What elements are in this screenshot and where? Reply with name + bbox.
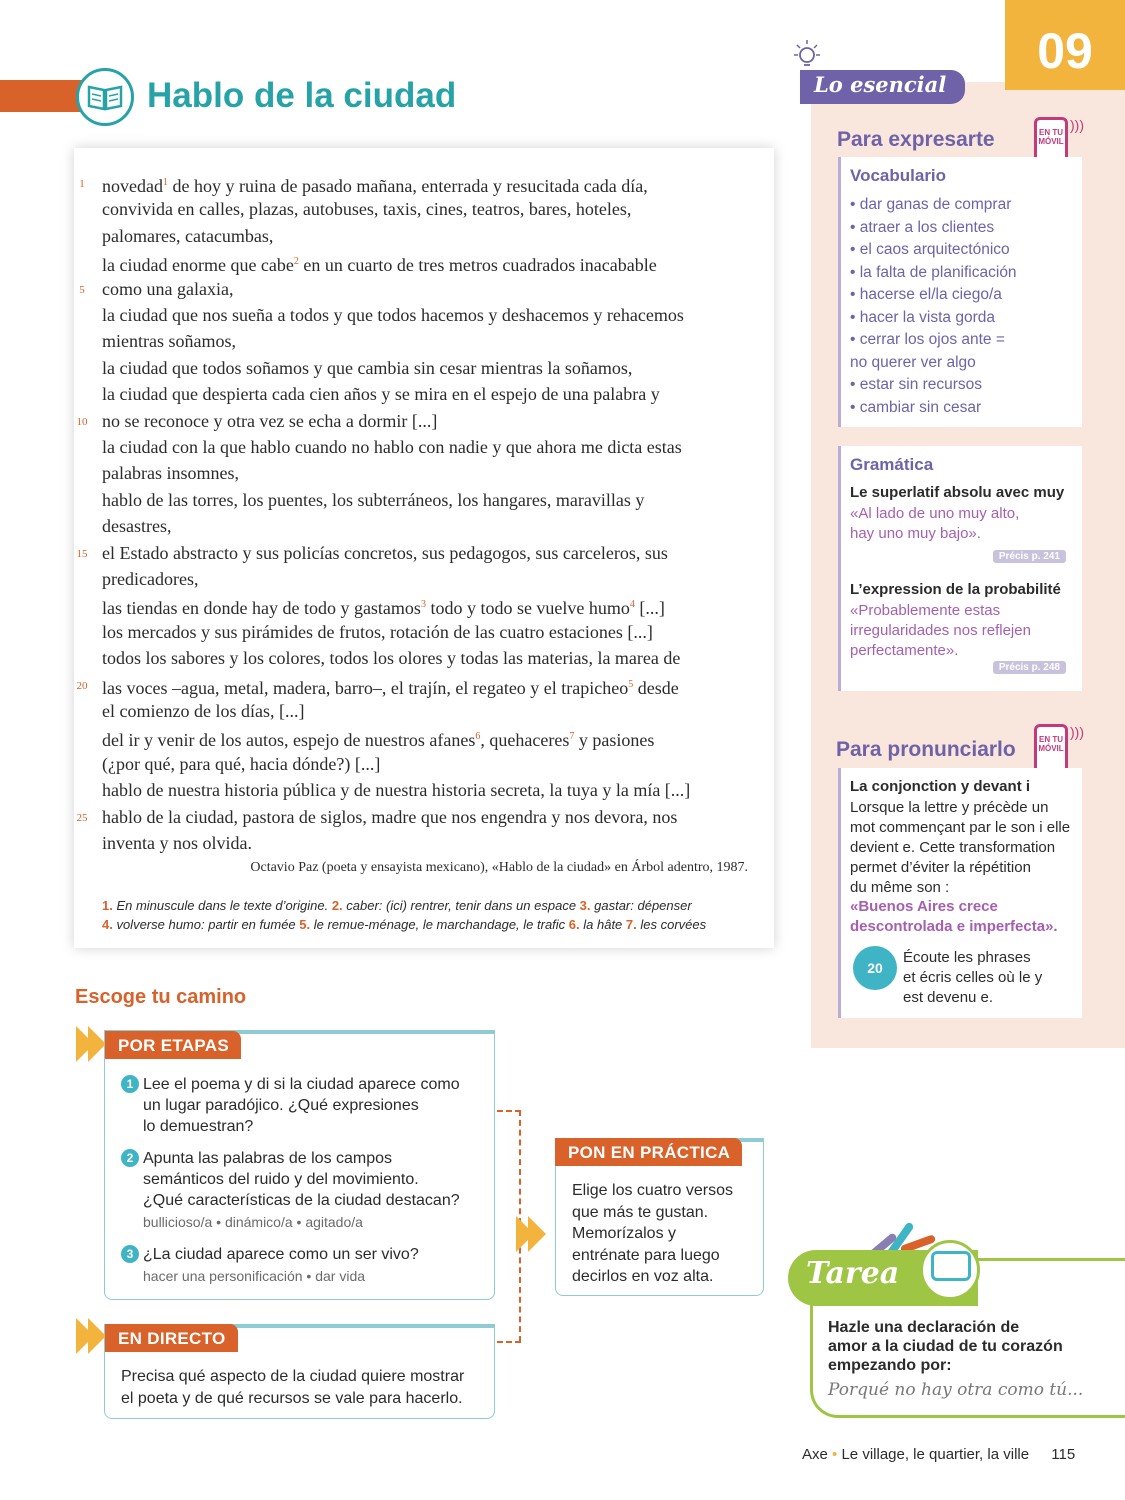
poem-line: la ciudad enorme que cabe$^2$ en un cuarto de tres metros cuadrados inacabable [102,255,657,276]
poem-line: las voces –agua, metal, madera, barro–, el trajín, el regateo y el trapicheo$^5$ desde [102,677,679,698]
footnote-text: caber: (ici) rentrer, tenir dans un espace [342,898,580,913]
vocab-item: • cerrar los ojos ante = [850,331,1005,348]
poem-line: palabras insomnes, [102,463,239,484]
tarea-line: empezando por: [828,1357,952,1374]
line-number: 25 [76,811,88,824]
vocab-item: • hacerse el/la ciego/a [850,286,1002,303]
footer-axe: Axe [802,1446,828,1463]
poem-line: palomares, catacumbas, [102,225,274,246]
poem-line: del ir y venir de los autos, espejo de nuestros afanes$^6$, quehaceres$^7$ y pasiones [102,730,655,751]
pronunciar-line: mot commençant par le son i elle [850,819,1071,836]
lo-esencial-badge: Lo esencial [800,70,965,104]
para-pronunciarlo-heading: Para pronunciarlo [836,738,1016,761]
poem-line: no se reconoce y otra vez se echa a dormir [...] [102,410,438,431]
poem-line: todos los sabores y los colores, todos los olores y todas las materias, la marea de [102,648,681,669]
footnote-text: gastar: dépenser [590,898,692,913]
task-hint: hacer una personificación • dar vida [143,1268,366,1284]
poem-line: predicadores, [102,569,199,589]
audio-line: est devenu e. [903,989,994,1006]
vocabulario-list [850,194,1017,419]
footnote-number: 3. [579,898,591,913]
task-number-badge: 1 [121,1075,139,1093]
precis-link-241[interactable]: Précis p. 241 [993,550,1066,563]
tarea-line: Hazle una declaración de [828,1319,1020,1336]
mobile-phone-icon[interactable]: EN TU MÓVIL [1034,117,1068,171]
poem-line: la ciudad que todos soñamos y que cambia sin cesar mientras la soñamos, [102,357,633,378]
sound-waves-icon-2: ))) [1070,724,1084,740]
vocab-item: no querer ver algo [850,353,976,371]
poem-line: hablo de la ciudad, pastora de siglos, madre que nos engendra y nos devora, nos [102,806,678,827]
precis-link-248[interactable]: Précis p. 248 [993,661,1066,674]
por-etapas-tag: POR ETAPAS [105,1031,241,1059]
line-number: 1 [79,178,85,190]
poem-line: la ciudad que nos sueña a todos y que todos hacemos y deshacemos y rehacemos [102,305,684,325]
task-line: 1 Lee el poema y di si la ciudad aparece como [121,1074,460,1095]
connector-line [497,1110,521,1112]
gramatica-title: Gramática [850,455,934,474]
footnote-text: En minuscule dans le texte d’origine. [112,898,332,913]
pronunciar-text [850,798,1070,898]
footnote-marker: 7 [569,731,575,743]
task-item [121,1074,460,1137]
poem-line: hablo de las torres, los puentes, los subterráneos, los hangares, maravillas y [102,489,645,510]
audio-line: Écoute les phrases [903,949,1031,966]
footnote-text: volverse humo: partir en fumée [112,917,300,932]
speech-bubble-icon [931,1251,971,1281]
superlatif-label: Le superlatif absolu avec muy [850,484,1065,501]
task-item [121,1148,460,1233]
task-line: ¿Qué características de la ciudad destacan? [143,1192,460,1209]
poem-line: convivida en calles, plazas, autobuses, taxis, cines, teatros, bares, hoteles, [102,199,632,220]
footnote-text: les corvées [636,917,707,932]
por-etapas-box [104,1030,495,1300]
page-number: 115 [1051,1446,1076,1463]
vocab-item: • estar sin recursos [850,376,983,393]
poem-line: el Estado abstracto y sus policías concretos, sus pedagogos, sus carceleros, sus [102,542,668,563]
en-directo-tag: EN DIRECTO [105,1324,238,1352]
vocabulario-title: Vocabulario [850,166,947,185]
poem-line: desastres, [102,516,172,537]
probabilite-example-1: «Probablemente estas [850,602,1001,619]
line-number: 20 [76,679,88,692]
footnote-marker: 1 [162,177,168,188]
task-line: lo demuestran? [143,1118,254,1135]
en-directo-line: Precisa qué aspecto de la ciudad quiere mostrar [121,1368,465,1385]
vocab-item: • atraer a los clientes [850,218,995,236]
poem-line: hablo de nuestra historia pública y de nuestra historia secreta, la tuya y la mía [...] [102,780,691,801]
poem-line: las tiendas en donde hay de todo y gastamos$^3$ todo y todo se vuelve humo$^4$ [...] [102,598,665,619]
chapter-number: 09 [1037,23,1093,79]
gramatica-card [838,446,1082,691]
footnote-text: le remue-ménage, le marchandage, le trafic [310,917,569,932]
pon-en-practica-tag: PON EN PRÁCTICA [555,1138,742,1166]
para-expresarte-heading: Para expresarte [837,128,995,151]
task-number-badge: 2 [121,1149,139,1167]
audio-instructions [903,948,1042,1008]
probabilite-example-3: perfectamente». [850,642,959,659]
footnote-number: 5. [299,917,311,932]
audio-track-icon[interactable]: 20 [853,946,897,990]
task-item [121,1244,419,1287]
tarea-line: amor a la ciudad de tu corazón [828,1338,1063,1355]
poem-line: como una galaxia, [102,278,234,299]
audio-line: et écris celles où le y [903,969,1043,986]
poem-line: los mercados y sus pirámides de frutos, rotación de las cuatro estaciones [...] [102,621,653,642]
page-footer [802,1446,1075,1463]
poem-line: (¿por qué, para qué, hacia dónde?) [...] [102,753,381,774]
tarea-label: Tarea [806,1256,900,1291]
line-number: 10 [76,415,88,428]
footnote-marker: 5 [628,678,634,690]
footnote-marker: 6 [475,731,481,743]
footnote-marker: 4 [629,599,635,611]
task-line: 3 ¿La ciudad aparece como un ser vivo? [121,1244,419,1265]
pronunciar-example-1: «Buenos Aires crece [850,898,998,915]
pronunciar-label: La conjonction y devant i [850,778,1031,795]
task-line: 2 Apunta las palabras de los campos [121,1148,460,1169]
vocab-item: • el caos arquitectónico [850,241,1010,258]
footnote-number: 2. [331,898,343,913]
poem-line: inventa y nos olvida. [102,833,252,853]
book-icon [76,68,134,126]
pronunciar-line: du même son : [850,879,950,896]
pon-en-practica-line: Elige los cuatro versos [572,1182,733,1199]
poem-attribution: Octavio Paz (poeta y ensayista mexicano), «Hablo de la ciudad» en Árbol adentro, 1987. [250,860,748,875]
footnote-number: 6. [568,917,580,932]
pon-en-practica-line: entrénate para luego [572,1246,720,1264]
pon-en-practica-line: Memorízalos y [572,1225,677,1242]
superlatif-example-2: hay uno muy bajo». [850,525,981,542]
superlatif-example-1: «Al lado de uno muy alto, [850,505,1020,522]
pronunciar-line: permet d’éviter la répétition [850,859,1031,876]
chevron-icon [528,1216,546,1252]
vocab-item: • dar ganas de comprar [850,196,1012,213]
footnote-number: 7. [625,917,637,932]
escoge-tu-camino-title: Escoge tu camino [75,986,247,1008]
poem-line: mientras soñamos, [102,331,236,352]
poem-line: novedad$^1$ de hoy y ruina de pasado mañana, enterrada y resucitada cada día, [102,176,648,196]
poem-line: el comienzo de los días, [...] [102,701,305,721]
en-directo-text [121,1366,464,1410]
pon-en-practica-line: que más te gustan. [572,1203,709,1221]
vocab-item: • la falta de planificación [850,263,1017,281]
mobile-phone-icon-2[interactable]: EN TU MÓVIL [1034,724,1068,778]
task-line: semánticos del ruido y del movimiento. [143,1171,419,1188]
pronunciar-example-2: descontrolada e imperfecta». [850,918,1058,935]
footer-dot: • [832,1446,838,1463]
chevron-icon [88,1318,106,1354]
task-line: un lugar paradójico. ¿Qué expresiones [143,1097,419,1114]
footnotes-line-1 [102,898,692,913]
tarea-handwritten-prompt: Porqué no hay otra como tú... [828,1380,1084,1400]
pronunciar-line: devient e. Cette transformation [850,839,1056,856]
footnote-text: la hâte [579,917,626,932]
task-number-badge: 3 [121,1245,139,1263]
connector-line [497,1341,521,1343]
task-hint: bullicioso/a • dinámico/a • agitado/a [143,1214,363,1230]
footnote-marker: 3 [420,599,426,611]
en-directo-line: el poeta y de qué recursos se vale para hacerlo. [121,1390,463,1407]
footnote-number: 4. [102,917,113,932]
pon-en-practica-line: decirlos en voz alta. [572,1268,714,1285]
vocab-item: • cambiar sin cesar [850,398,982,416]
poem-line: la ciudad con la que hablo cuando no hablo con nadie y que ahora me dicta estas [102,437,682,457]
pon-en-practica-text [572,1180,733,1288]
line-number: 15 [76,547,88,560]
footer-section: Le village, le quartier, la ville [841,1446,1030,1463]
vocab-item: • hacer la vista gorda [850,308,996,326]
pronunciar-card [838,768,1082,1018]
probabilite-example-2: irregularidades nos reflejen [850,622,1031,639]
chevron-icon [88,1026,106,1062]
vocabulario-card [838,157,1082,427]
pronunciar-line: Lorsque la lettre y précède un [850,799,1049,816]
poem-line: la ciudad que despierta cada cien años y se mira en el espejo de una palabra y [102,384,660,405]
poem-box [74,148,774,948]
footnote-marker: 2 [293,256,299,268]
sound-waves-icon: ))) [1070,117,1084,133]
probabilite-label: L’expression de la probabilité [850,581,1061,598]
page-title: Hablo de la ciudad [147,76,457,115]
footnote-number: 1. [102,898,113,913]
footnotes-line-2 [102,917,706,932]
tarea-text [828,1318,1108,1375]
line-number: 5 [79,283,85,296]
